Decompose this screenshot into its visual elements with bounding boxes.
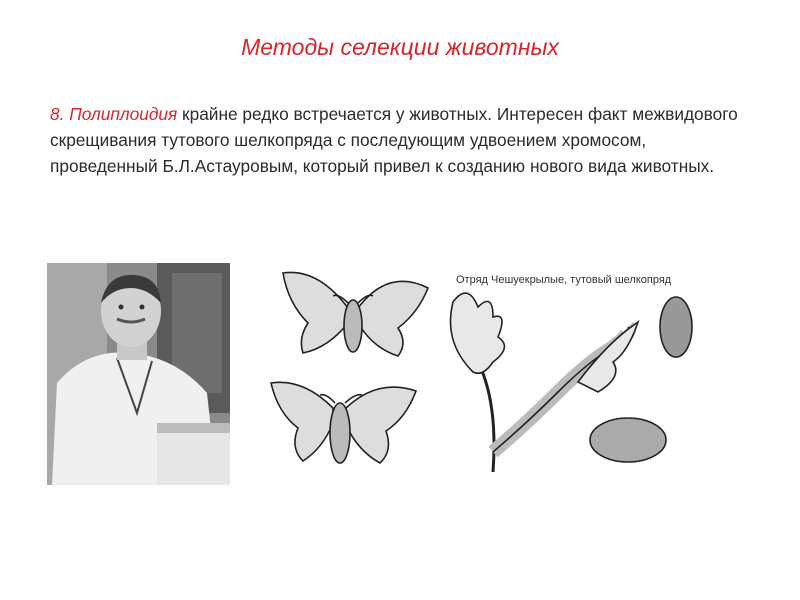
portrait-photo — [47, 263, 230, 485]
moth-drawing — [268, 268, 438, 493]
image-caption: Отряд Чешуекрылые, тутовый шелкопряд — [456, 274, 672, 286]
slide-title: Методы селекции животных — [241, 34, 559, 60]
mulberry-branch-caterpillar-drawing — [438, 282, 698, 497]
slide-paragraph — [50, 101, 750, 179]
paragraph-text: крайне редко встречается у животных. Интересен факт межвидового скрещивания тутового шелкопряда с последующим удвоением хромосом, проведенный Б.Л.Астауровым, который привел к созданию нового вида животных. — [50, 104, 738, 176]
paragraph-term: Полиплоидия — [69, 104, 178, 124]
paragraph-number: 8. — [50, 104, 65, 124]
